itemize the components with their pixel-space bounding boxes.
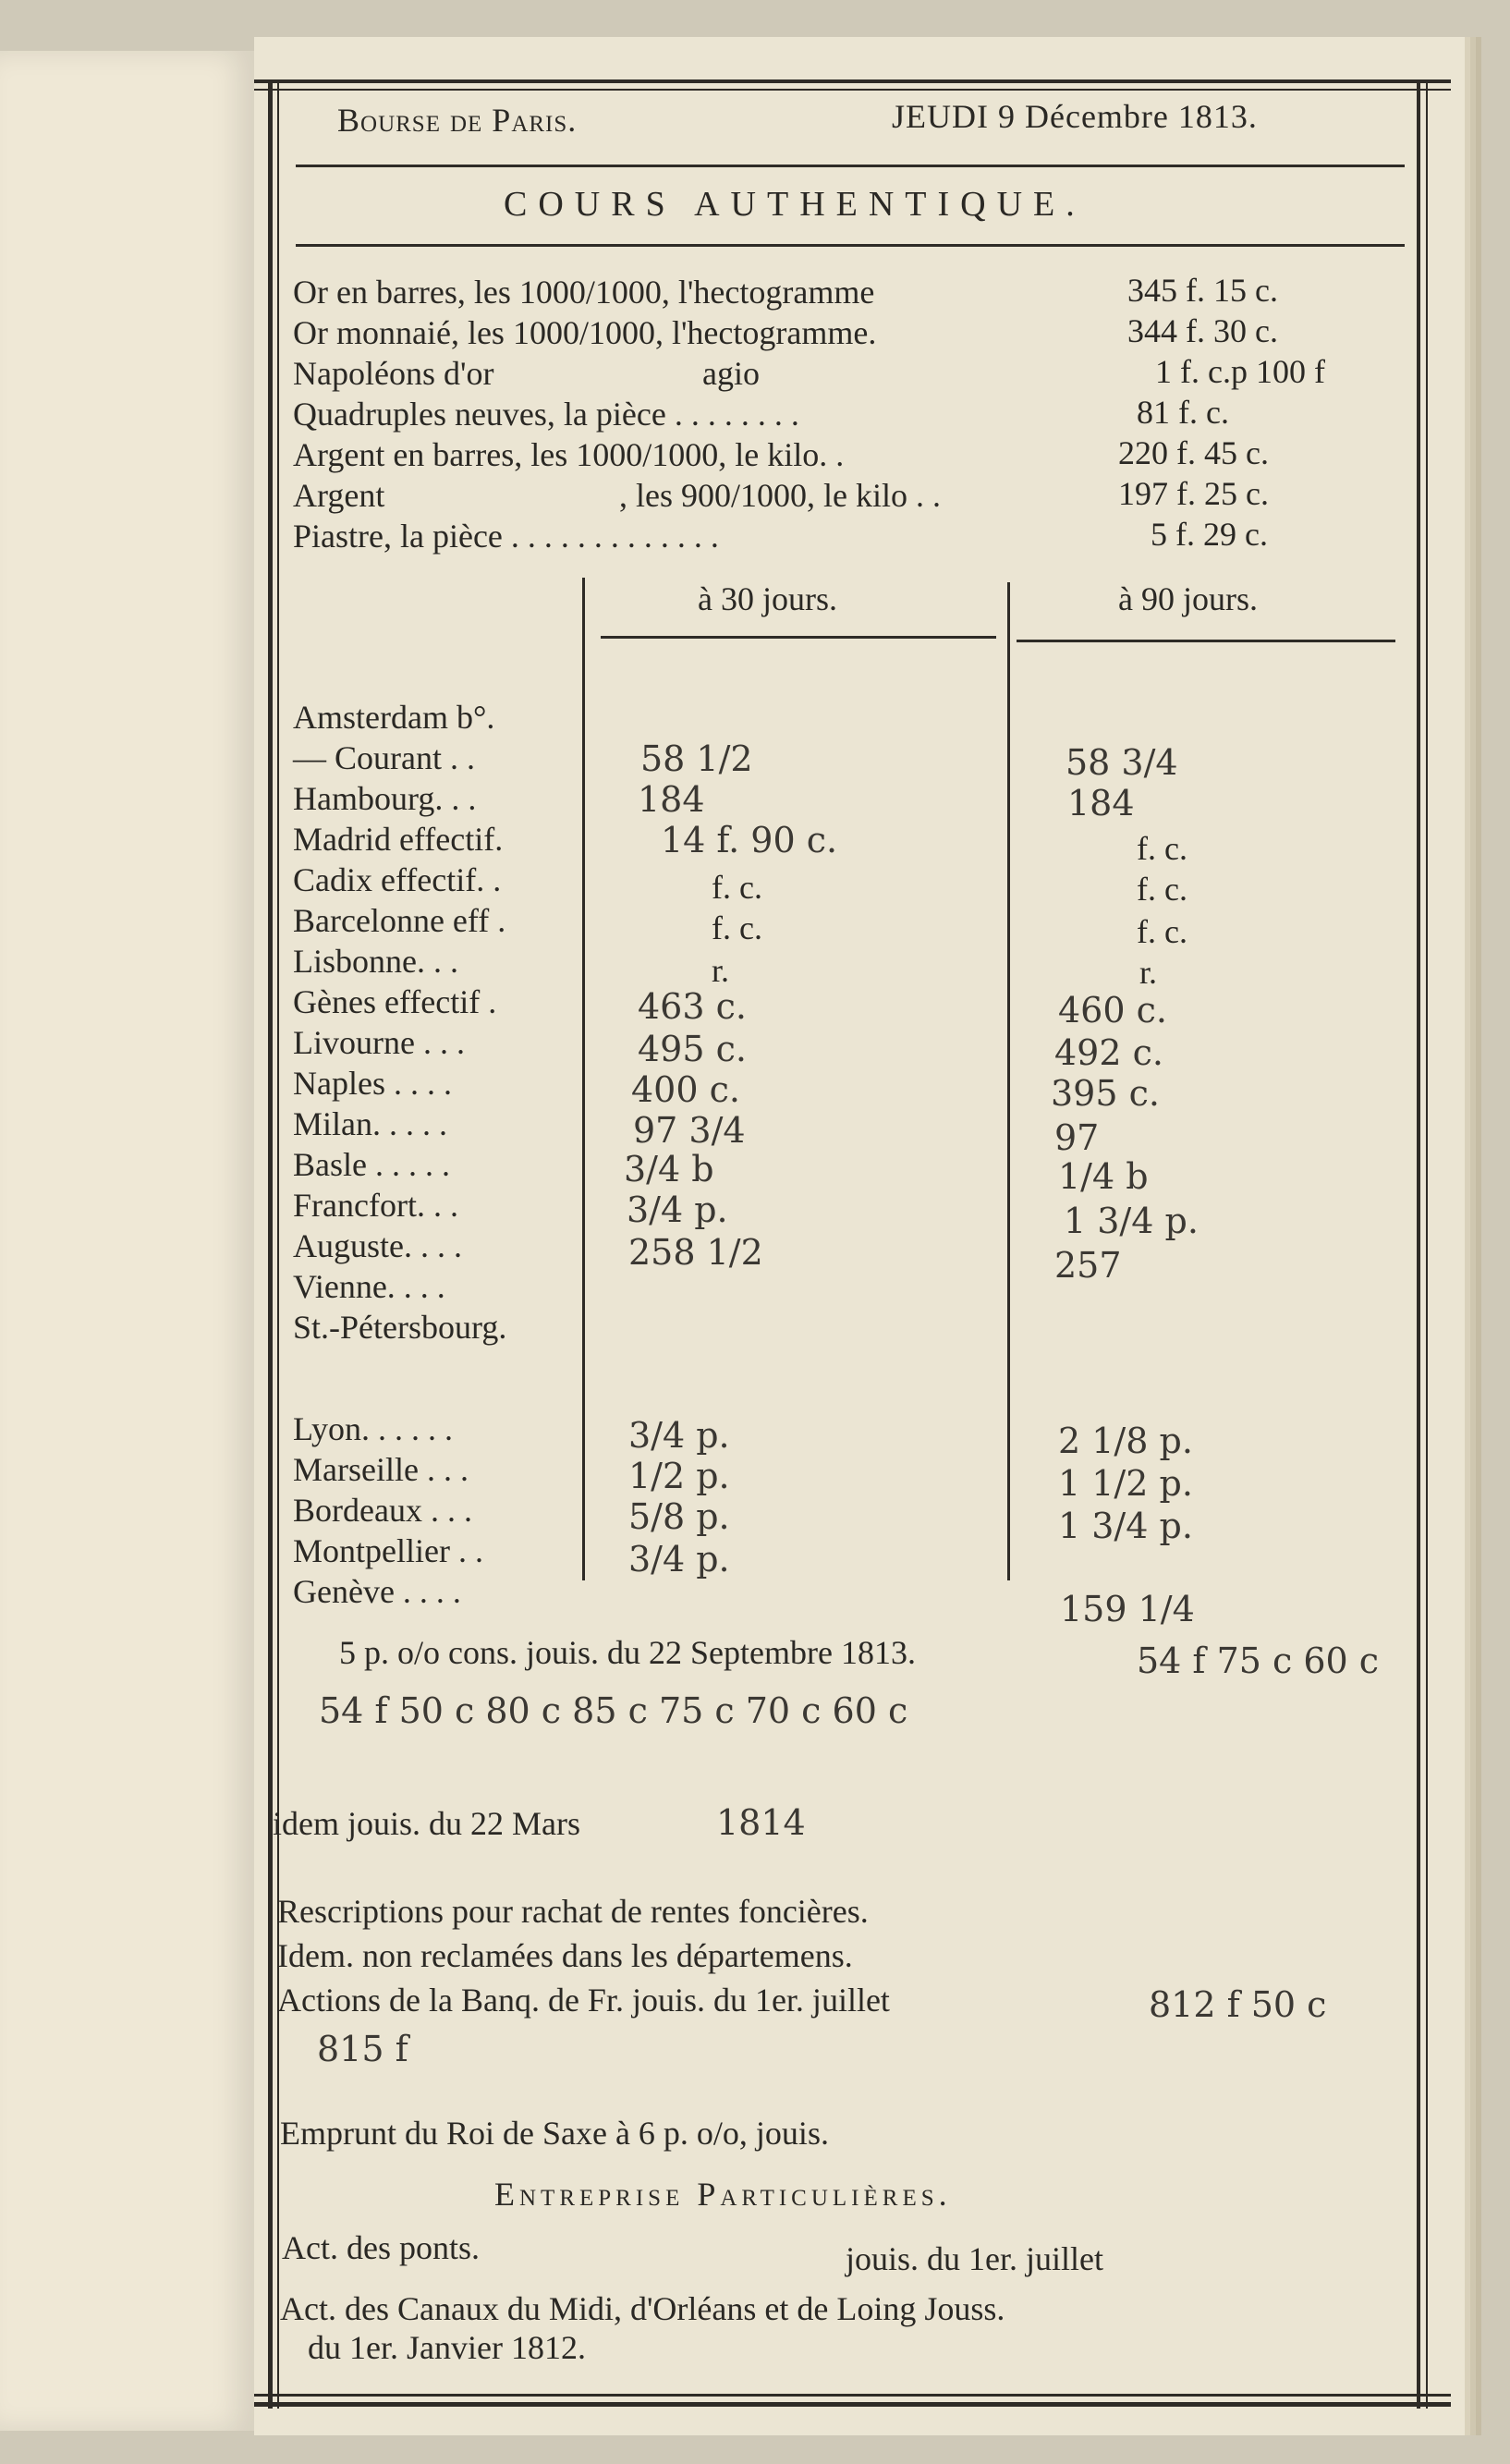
rate-30: 58 1/2 <box>640 738 753 779</box>
place-label: Barcelonne eff . <box>293 902 506 939</box>
rate-30: 258 1/2 <box>628 1232 763 1273</box>
rate-30: 495 c. <box>638 1029 747 1069</box>
place-label: Auguste. . . . <box>293 1227 462 1264</box>
ponts-line: Act. des ponts. <box>282 2229 480 2266</box>
metal-row-label: Argent en barres, les 1000/1000, le kilo. . <box>293 436 845 473</box>
metal-row-label: Napoléons d'or <box>293 355 494 392</box>
top-rule <box>254 79 1451 83</box>
idem-year: 1814 <box>716 1802 806 1843</box>
place-label: Francfort. . . <box>293 1187 458 1224</box>
rate-30: 97 3/4 <box>633 1110 746 1151</box>
place-label: Hambourg. . . <box>293 780 477 817</box>
top-rule-thin <box>254 89 1451 91</box>
col-divider-2 <box>1007 582 1010 1580</box>
rate-90: 184 <box>1067 783 1135 823</box>
page-title: COURS AUTHENTIQUE. <box>504 185 1086 224</box>
left-border-thin <box>277 79 279 2409</box>
rate-90: 97 <box>1054 1117 1100 1158</box>
metal-row-middle: agio <box>702 355 760 392</box>
place-label: Montpellier . . <box>293 1532 483 1569</box>
rate-90: 1 1/2 p. <box>1058 1463 1193 1504</box>
place-label: Genève . . . . <box>293 1573 461 1610</box>
place-label: Milan. . . . . <box>293 1105 447 1142</box>
rate-30: 3/4 p. <box>628 1539 730 1580</box>
rate-90: 1 3/4 p. <box>1058 1506 1193 1546</box>
rentes-values-1: 54 f 75 c 60 c <box>1137 1641 1380 1681</box>
rate-90: f. c. <box>1137 871 1187 908</box>
right-border-thin <box>1426 79 1428 2409</box>
actions-value-1: 812 f 50 c <box>1149 1984 1327 2025</box>
idem-reclamees-line: Idem. non reclamées dans les départemens. <box>277 1937 853 1974</box>
col-90-rule <box>1017 640 1395 642</box>
place-label: Livourne . . . <box>293 1024 465 1061</box>
rate-90: f. c. <box>1137 830 1187 867</box>
idem-line: idem jouis. du 22 Mars <box>273 1805 580 1842</box>
rate-90: r. <box>1139 954 1158 991</box>
rate-30: 3/4 p. <box>627 1189 728 1230</box>
metal-row-middle: , les 900/1000, le kilo . . <box>619 477 941 514</box>
metal-row-label: Or monnaié, les 1000/1000, l'hectogramme. <box>293 314 877 351</box>
rate-30: 1/2 p. <box>628 1456 730 1496</box>
rate-90: f. c. <box>1137 913 1187 950</box>
bulletin-page <box>254 37 1465 2435</box>
rate-30: f. c. <box>712 869 762 906</box>
col-30-rule <box>601 636 996 639</box>
metal-row-value: 220 f. 45 c. <box>1118 434 1269 471</box>
rate-90: 2 1/8 p. <box>1058 1421 1193 1461</box>
right-border <box>1417 79 1420 2409</box>
date-label: JEUDI 9 Décembre 1813. <box>892 98 1258 135</box>
canaux-line-2: du 1er. Janvier 1812. <box>308 2329 586 2366</box>
rate-30: r. <box>712 952 730 989</box>
metal-row-label: Argent <box>293 477 385 514</box>
rate-90: 1 3/4 p. <box>1064 1201 1199 1241</box>
left-border <box>268 79 273 2409</box>
place-label: Basle . . . . . <box>293 1146 450 1183</box>
actions-value-2: 815 f <box>317 2029 408 2069</box>
metal-row-value: 1 f. c.p 100 f <box>1155 353 1325 390</box>
rentes-values-2: 54 f 50 c 80 c 85 c 75 c 70 c 60 c <box>319 1690 908 1731</box>
place-label: — Courant . . <box>293 739 475 776</box>
place-label: Lisbonne. . . <box>293 943 458 980</box>
rate-30: 184 <box>638 779 705 820</box>
col-divider-1 <box>582 578 585 1580</box>
place-label: Gènes effectif . <box>293 983 497 1020</box>
bourse-label: Bourse de Paris. <box>337 102 578 139</box>
metal-row-label: Piastre, la pièce . . . . . . . . . . . . . <box>293 518 719 555</box>
rate-30: 5/8 p. <box>628 1496 730 1537</box>
rate-90: 257 <box>1054 1245 1122 1286</box>
rescriptions-line: Rescriptions pour rachat de rentes foncières. <box>277 1893 869 1930</box>
rate-30: f. c. <box>712 909 762 946</box>
rate-90: 460 c. <box>1058 990 1167 1031</box>
place-label: Naples . . . . <box>293 1065 452 1102</box>
col-90-header: à 90 jours. <box>1118 580 1258 617</box>
rate-30: 400 c. <box>631 1069 740 1110</box>
metal-row-value: 81 f. c. <box>1137 394 1229 431</box>
metal-row-value: 344 f. 30 c. <box>1127 312 1278 349</box>
place-label: Cadix effectif. . <box>293 861 502 898</box>
rate-90: 395 c. <box>1051 1073 1160 1114</box>
actions-line: Actions de la Banq. de Fr. jouis. du 1er. juillet <box>277 1982 890 2019</box>
col-30-header: à 30 jours. <box>698 580 837 617</box>
header-rule <box>296 165 1405 167</box>
facing-page <box>0 51 254 2431</box>
bottom-rule-thick <box>254 2402 1451 2407</box>
place-label: Vienne. . . . <box>293 1268 445 1305</box>
metal-row-value: 345 f. 15 c. <box>1127 272 1278 309</box>
metal-row-value: 5 f. 29 c. <box>1151 516 1268 553</box>
metal-row-value: 197 f. 25 c. <box>1118 475 1269 512</box>
place-label: Marseille . . . <box>293 1451 469 1488</box>
place-label: Lyon. . . . . . <box>293 1410 454 1447</box>
rentes-line: 5 p. o/o cons. jouis. du 22 Septembre 1813. <box>339 1634 916 1671</box>
bottom-rule <box>254 2394 1451 2397</box>
metal-row-label: Quadruples neuves, la pièce . . . . . . . . <box>293 396 799 433</box>
place-label: Amsterdam b°. <box>293 699 495 736</box>
rate-30: 463 c. <box>638 986 747 1027</box>
canaux-line: Act. des Canaux du Midi, d'Orléans et de Loing Jouss. <box>280 2290 1005 2327</box>
title-rule <box>296 244 1405 247</box>
place-label: St.-Pétersbourg. <box>293 1309 507 1346</box>
rate-90: 159 1/4 <box>1060 1589 1195 1629</box>
emprunt-line: Emprunt du Roi de Saxe à 6 p. o/o, jouis. <box>280 2115 829 2152</box>
place-label: Madrid effectif. <box>293 821 504 858</box>
rate-90: 58 3/4 <box>1066 742 1178 783</box>
rate-30: 3/4 p. <box>628 1415 730 1456</box>
entreprises-title: Entreprise Particulières. <box>494 2176 952 2213</box>
ponts-jouis: jouis. du 1er. juillet <box>846 2240 1103 2277</box>
rate-90: 492 c. <box>1054 1032 1163 1073</box>
place-label: Bordeaux . . . <box>293 1492 472 1529</box>
rate-30: 3/4 b <box>624 1149 714 1189</box>
metal-row-label: Or en barres, les 1000/1000, l'hectogramme <box>293 274 875 311</box>
rate-30: 14 f. 90 c. <box>661 820 838 860</box>
rate-90: 1/4 b <box>1058 1156 1149 1197</box>
